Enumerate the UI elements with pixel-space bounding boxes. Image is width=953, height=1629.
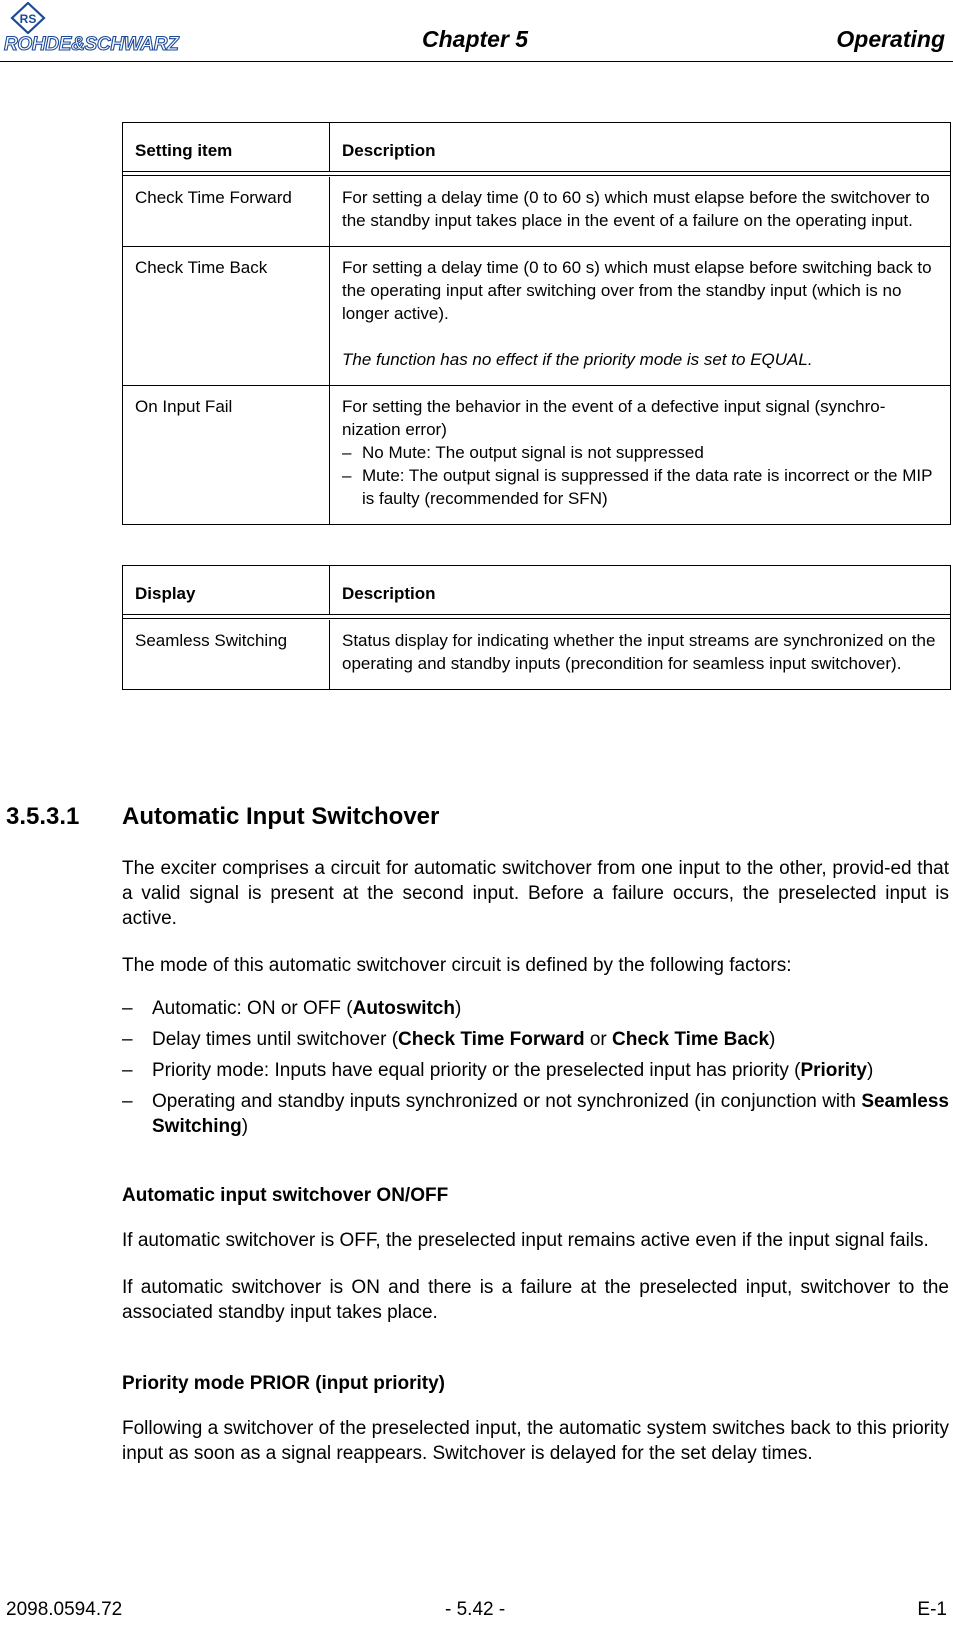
column-header-setting-item: Setting item [135,141,233,160]
dash-marker: – [342,443,352,462]
description-note: The function has no effect if the priority mode is set to EQUAL. [342,350,813,369]
list-item [122,1058,949,1083]
list-text: ) [769,1029,776,1050]
setting-name: Check Time Forward [135,188,292,207]
description-text: For setting a delay time (0 to 60 s) which must elapse before the switchover to the standby input takes place in the event of a failure on the operating input. [342,188,930,230]
column-header-display: Display [135,584,196,603]
column-header-description: Description [342,584,436,603]
table-row [123,246,950,385]
table-row [123,385,950,524]
column-divider [329,566,330,614]
footer-edition: E-1 [917,1599,947,1620]
section-title: Automatic Input Switchover [122,803,440,830]
rohde-schwarz-logo [2,2,228,55]
column-header-description: Description [342,141,436,160]
list-item [122,996,949,1021]
description-text: Status display for indicating whether the input streams are synchronized on the operating and standby inputs (precondition for seamless input switchover). [342,631,936,673]
list-text: ) [454,998,462,1019]
list-text: Delay times until switchover ( [152,1029,399,1050]
list-bold-term: Check Time Back [612,1029,770,1050]
page-header [0,0,953,62]
option-text: No Mute: The output signal is not suppressed [362,443,704,462]
table-row [123,177,950,246]
paragraph: Following a switchover of the preselected input, the automatic system switches back to this priority input as soon as a signal reappears. Switchover is delayed for the set delay times. [122,1418,949,1464]
column-divider [329,386,330,524]
setting-description [342,177,950,246]
list-text: Operating and standby inputs synchronized or not synchronized (in conjunction with [152,1091,862,1112]
header-section-title: Operating [836,26,945,52]
list-bold-term: Autoswitch [352,998,455,1019]
rs-emblem-icon [10,2,46,34]
dash-marker: – [122,998,133,1019]
table-header-row [123,123,950,172]
list-text: or [584,1029,613,1050]
description-text: For setting a delay time (0 to 60 s) which must elapse before switching back to the operating input after switching over from the standby input (which is no longer active). [342,258,932,323]
table-header-row [123,566,950,615]
list-bold-term: Check Time Forward [398,1029,585,1050]
setting-name: On Input Fail [135,397,233,416]
setting-name: Check Time Back [135,258,268,277]
table-row [123,620,950,689]
logo-wordmark: ROHDE&SCHWARZ [4,34,179,55]
header-chapter: Chapter 5 [422,26,529,52]
subsection-heading: Automatic input switchover ON/OFF [122,1185,449,1206]
setting-description [342,386,950,524]
column-divider [329,247,330,385]
settings-table [122,122,951,525]
intro-paragraph: The exciter comprises a circuit for automatic switchover from one input to the other, provid-ed that a valid signal is present at the second input. Before a failure occurs, the preselected input is active. [122,858,949,929]
footer-page-number: - 5.42 - [445,1599,506,1620]
option-item [342,441,940,464]
dash-marker: – [122,1091,133,1112]
section-body [122,856,949,1466]
footer-doc-number: 2098.0594.72 [6,1599,123,1620]
paragraph: If automatic switchover is OFF, the preselected input remains active even if the input signal fails. [122,1230,929,1251]
dash-marker: – [122,1029,133,1050]
column-divider [329,123,330,171]
list-text: Priority mode: Inputs have equal priority or the preselected input has priority ( [152,1060,801,1081]
dash-marker: – [342,466,352,485]
list-bold-term: Priority [800,1060,867,1081]
option-text: Mute: The output signal is suppressed if the data rate is incorrect or the MIP is faulty (recommended for SFN) [362,466,933,508]
column-divider [329,620,330,689]
list-item [122,1089,949,1139]
list-item [122,1027,949,1052]
list-text: Automatic: ON or OFF ( [152,998,353,1019]
paragraph: If automatic switchover is ON and there is a failure at the preselected input, switchover to the associated standby input takes place. [122,1277,949,1323]
subsection-heading: Priority mode PRIOR (input priority) [122,1373,446,1394]
display-table [122,565,951,690]
setting-description [342,247,950,385]
display-name: Seamless Switching [135,631,288,650]
list-text: ) [866,1060,874,1081]
list-text: ) [241,1116,249,1137]
column-divider [329,177,330,246]
header-divider [0,61,953,62]
svg-text:RS: RS [19,12,37,26]
dash-marker: – [122,1060,133,1081]
factors-list [122,996,949,1139]
display-description [342,620,950,689]
list-bold-term: Seamless Switching [152,1091,949,1137]
factors-intro-paragraph: The mode of this automatic switchover circuit is defined by the following factors: [122,955,792,976]
option-item [342,464,940,510]
section-number: 3.5.3.1 [6,803,80,830]
description-text: For setting the behavior in the event of a defective input signal (synchro-nization error) [342,397,886,439]
